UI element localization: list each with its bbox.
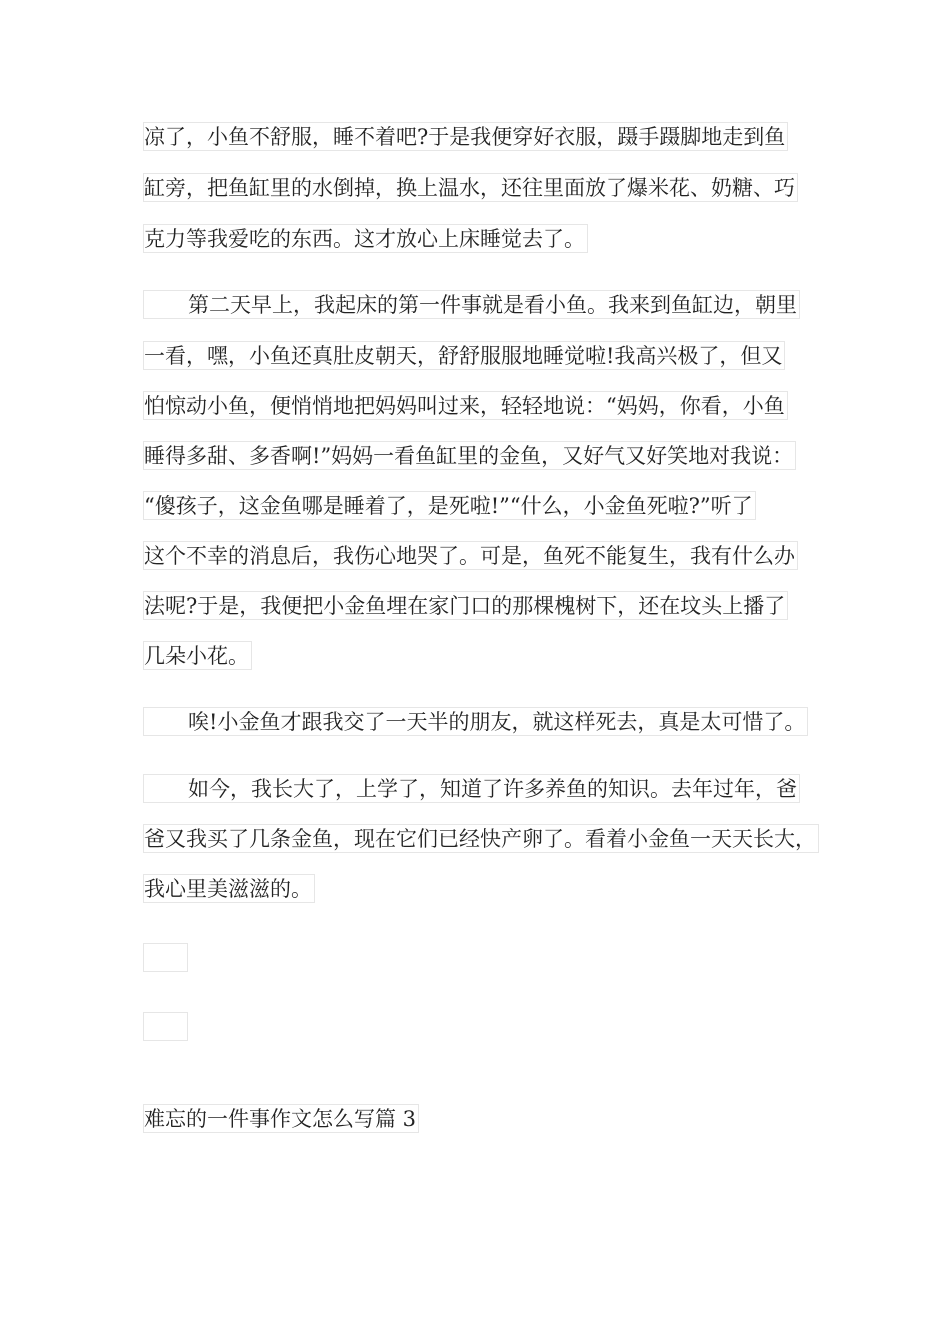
text-line: 睡得多甜、多香啊!”妈妈一看鱼缸里的金鱼，又好气又好笑地对我说：: [143, 441, 796, 470]
text-line: 第二天早上，我起床的第一件事就是看小鱼。我来到鱼缸边，朝里: [143, 290, 800, 319]
text-line: 凉了，小鱼不舒服，睡不着吧?于是我便穿好衣服，蹑手蹑脚地走到鱼: [143, 122, 788, 151]
text-line: 这个不幸的消息后，我伤心地哭了。可是，鱼死不能复生，我有什么办: [143, 541, 798, 570]
empty-line: [143, 1012, 188, 1041]
text-line: 爸又我买了几条金鱼，现在它们已经快产卵了。看着小金鱼一天天长大，: [143, 824, 819, 853]
text-line: 我心里美滋滋的。: [143, 874, 315, 903]
text-line: “傻孩子，这金鱼哪是睡着了，是死啦!”“什么，小金鱼死啦?”听了: [143, 491, 756, 520]
text-line: 缸旁，把鱼缸里的水倒掉，换上温水，还往里面放了爆米花、奶糖、巧: [143, 173, 798, 202]
text-line: 法呢?于是，我便把小金鱼埋在家门口的那棵槐树下，还在坟头上播了: [143, 591, 788, 620]
section-heading: 难忘的一件事作文怎么写篇 3: [143, 1104, 419, 1133]
text-line: 克力等我爱吃的东西。这才放心上床睡觉去了。: [143, 224, 588, 253]
text-line: 一看，嘿，小鱼还真肚皮朝天，舒舒服服地睡觉啦!我高兴极了，但又: [143, 341, 785, 370]
text-line: 唉!小金鱼才跟我交了一天半的朋友，就这样死去，真是太可惜了。: [143, 707, 808, 736]
text-line: 如今，我长大了，上学了，知道了许多养鱼的知识。去年过年，爸: [143, 774, 800, 803]
text-line: 几朵小花。: [143, 641, 252, 670]
text-line: 怕惊动小鱼，便悄悄地把妈妈叫过来，轻轻地说：“妈妈，你看，小鱼: [143, 391, 788, 420]
empty-line: [143, 943, 188, 972]
